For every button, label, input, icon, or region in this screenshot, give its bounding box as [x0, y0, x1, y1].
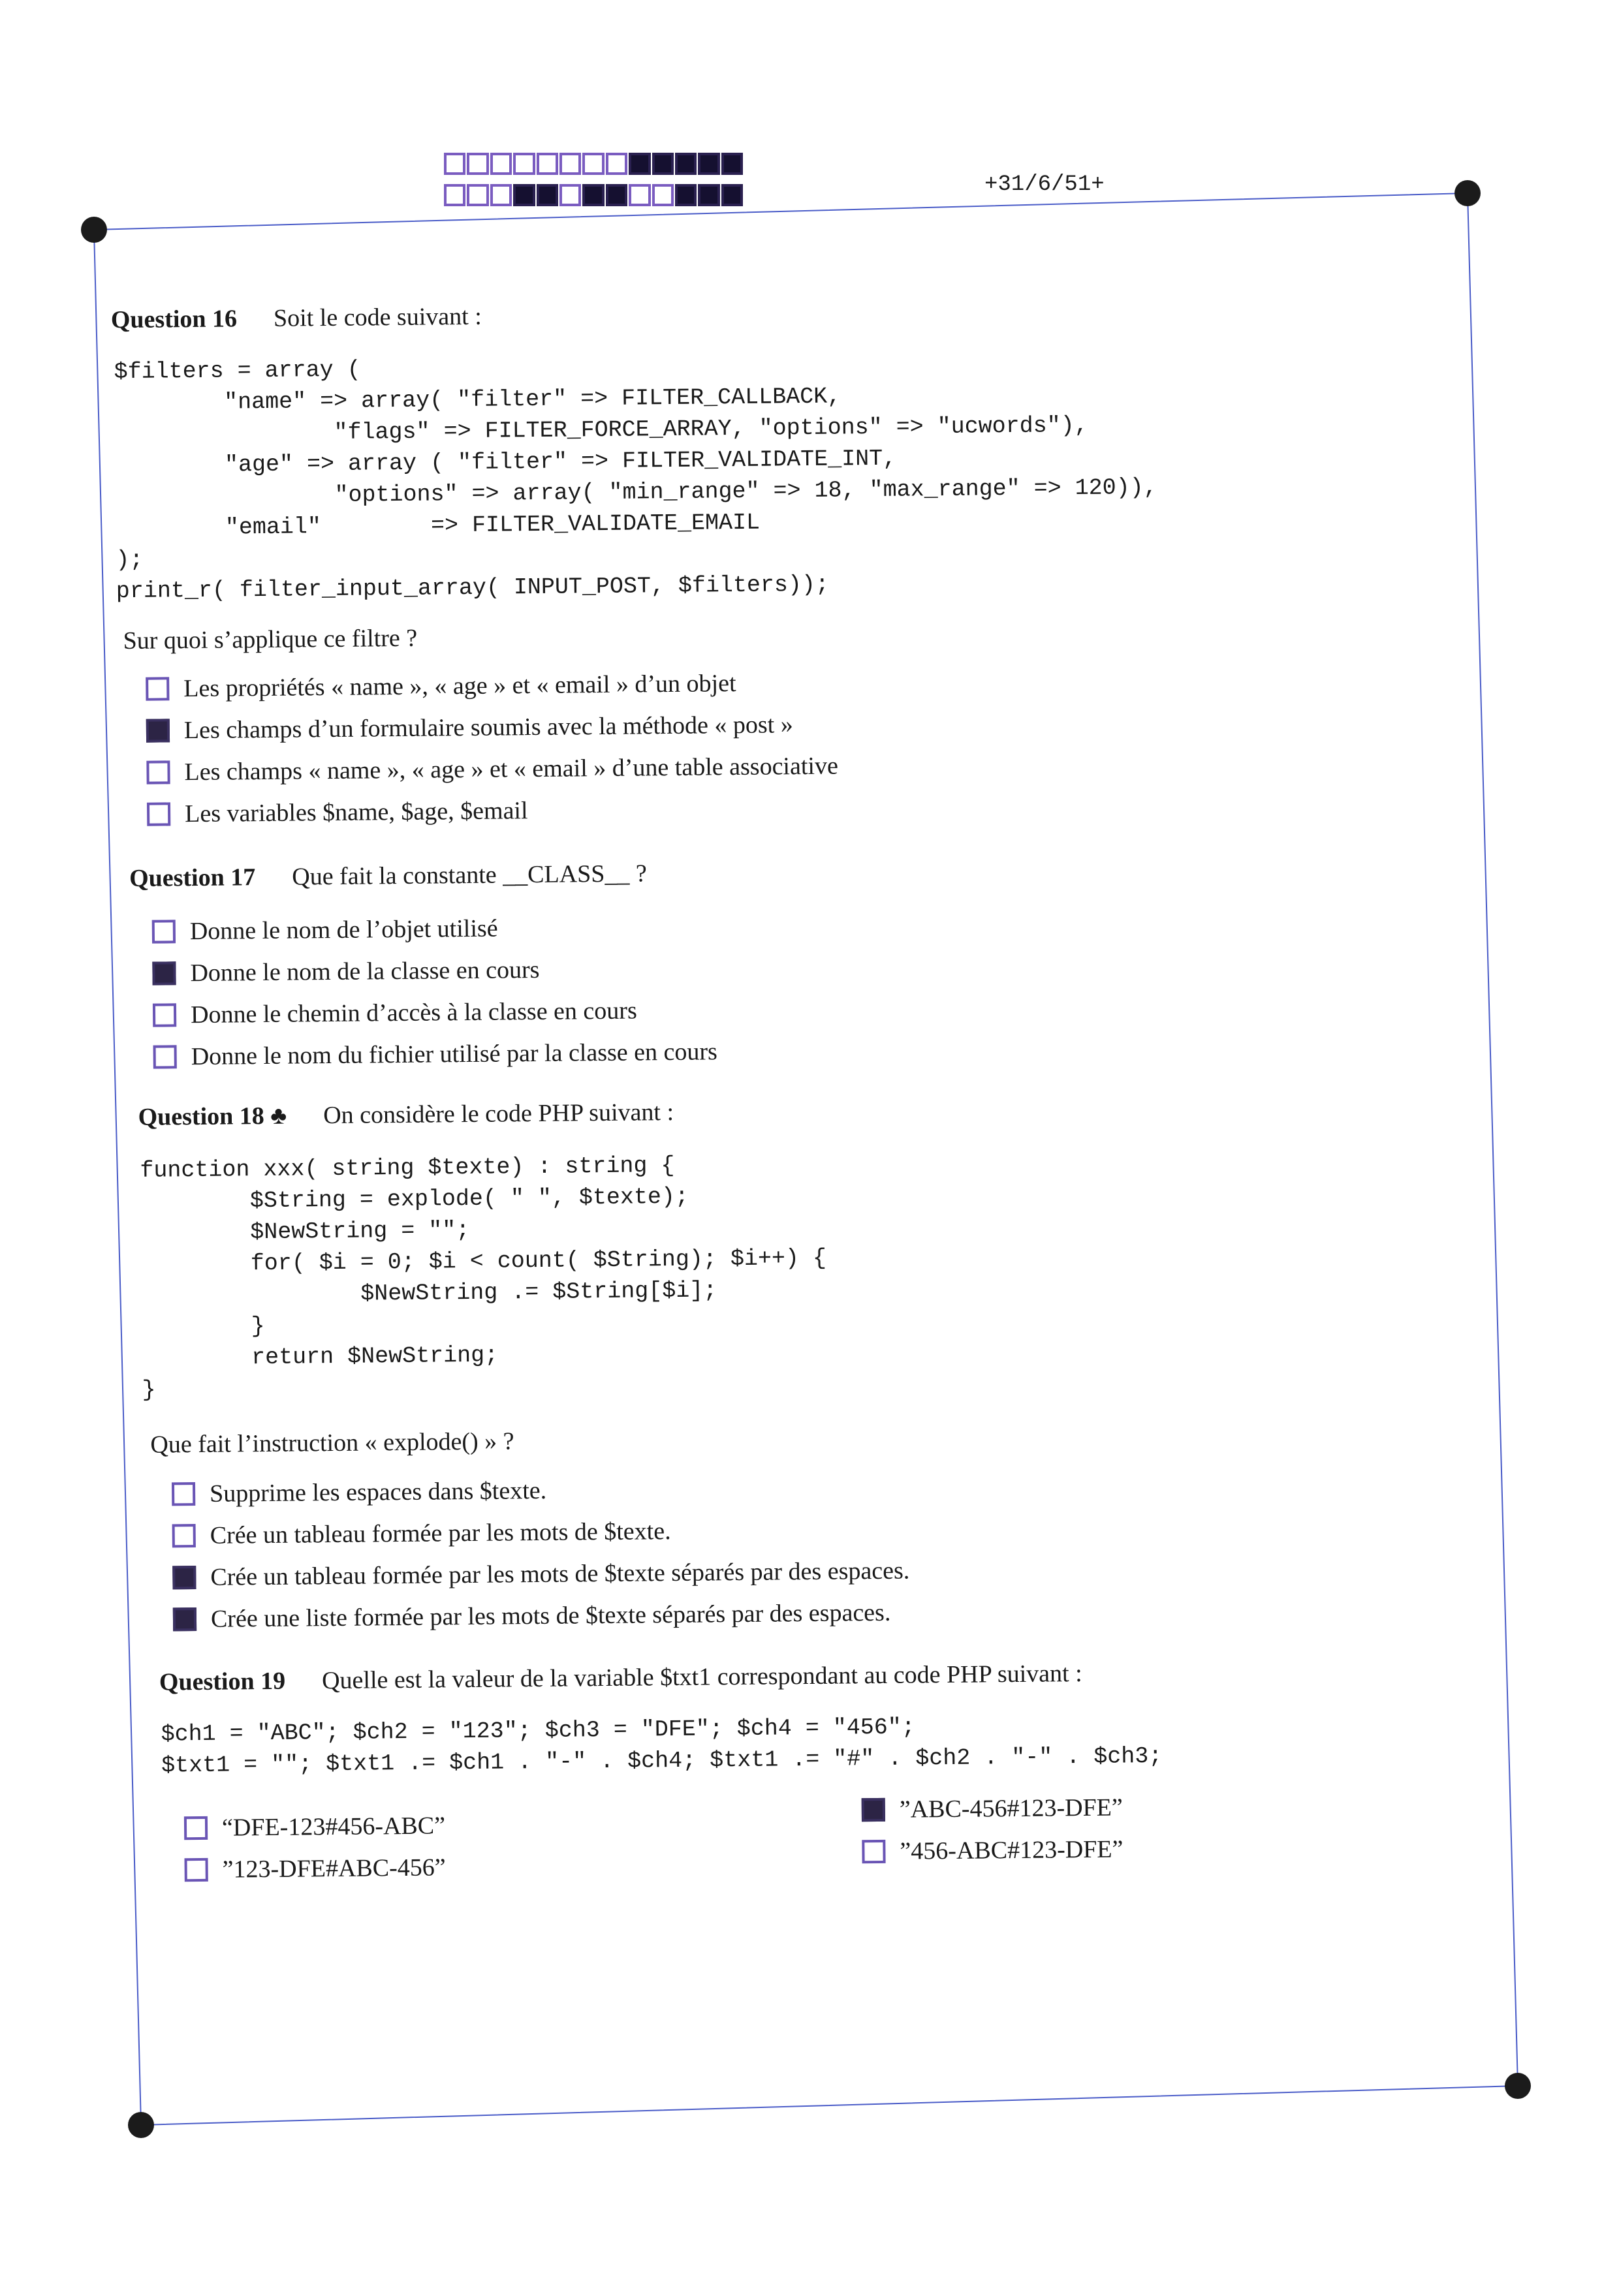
question-17-choice-1[interactable]	[152, 914, 498, 946]
question-19-header	[159, 1659, 1082, 1697]
question-19-choice-3[interactable]	[862, 1793, 1123, 1824]
choice-label: Crée un tableau formée par les mots de $texte.	[210, 1517, 671, 1549]
question-16-choice-1[interactable]	[146, 669, 736, 704]
question-18-choice-4[interactable]	[173, 1598, 891, 1634]
choice-label: Donne le nom du fichier utilisé par la classe en cours	[191, 1038, 718, 1071]
question-number: Question 16	[110, 305, 238, 334]
checkbox[interactable]	[172, 1482, 195, 1506]
question-19-choice-2[interactable]	[184, 1853, 445, 1884]
question-18-choice-1[interactable]	[172, 1476, 546, 1509]
choice-label: “DFE-123#456-ABC”	[221, 1812, 446, 1842]
question-18-header	[138, 1098, 674, 1132]
checkbox[interactable]	[153, 1003, 176, 1027]
question-18-choice-3[interactable]	[172, 1557, 909, 1592]
choice-label: Les champs d’un formulaire soumis avec la méthode « post »	[183, 711, 793, 745]
checkbox[interactable]	[172, 1566, 196, 1589]
question-16-code: $filters = array ( "name" => array( "filter" => FILTER_CALLBACK, "flags" => FILTER_FORCE_ARRAY, "options" => "ucwords"), "age" => array ( "filter" => FILTER_VALIDATE_INT, "options" => array( "min_range" => 18, "max_range" => 120)), "email" => FILTER_VALIDATE_EMAIL ); print_r( filter_input_array( INPUT_POST, $filters));	[114, 356, 1157, 605]
choice-label: Crée une liste formée par les mots de $texte séparés par des espaces.	[210, 1598, 891, 1633]
question-intro: Que fait la constante __CLASS__ ?	[292, 860, 647, 891]
checkbox[interactable]	[146, 719, 170, 742]
question-intro: Soit le code suivant :	[273, 302, 482, 332]
checkbox[interactable]	[184, 1858, 208, 1882]
question-16-choice-4[interactable]	[147, 796, 528, 829]
choice-label: Supprime les espaces dans $texte.	[209, 1476, 547, 1508]
question-19-choice-1[interactable]	[184, 1811, 445, 1842]
question-number: Question 17	[129, 863, 256, 892]
question-17-choice-3[interactable]	[153, 997, 637, 1030]
question-18-choice-2[interactable]	[172, 1517, 671, 1550]
question-16-choice-3[interactable]	[146, 752, 838, 787]
question-16-choice-2[interactable]	[146, 710, 793, 745]
question-17-choice-4[interactable]	[153, 1037, 717, 1071]
checkbox[interactable]	[172, 1524, 196, 1547]
choice-label: ”456-ABC#123-DFE”	[900, 1835, 1124, 1865]
checkbox[interactable]	[152, 920, 176, 943]
choice-label: ”123-DFE#ABC-456”	[222, 1854, 446, 1884]
page-id: +31/6/51+	[984, 172, 1105, 197]
checkbox[interactable]	[146, 677, 169, 700]
choice-label: Les champs « name », « age » et « email » d’une table associative	[184, 752, 839, 786]
question-18-code: function xxx( string $texte) : string { $String = explode( " ", $texte); $NewString = ""; for( $i = 0; $i < count( $String); $i++) { $NewString .= $String[$i]; } return $NewString; }	[140, 1152, 827, 1403]
checkbox[interactable]	[184, 1816, 208, 1840]
question-number: Question 18 ♣	[138, 1102, 287, 1131]
question-number: Question 19	[159, 1667, 286, 1696]
choice-label: ”ABC-456#123-DFE”	[899, 1793, 1123, 1823]
question-intro: Quelle est la valeur de la variable $txt1 correspondant au code PHP suivant :	[321, 1660, 1082, 1695]
checkbox[interactable]	[147, 802, 170, 826]
question-18-prompt: Que fait l’instruction « explode() » ?	[150, 1427, 514, 1459]
question-17-header	[129, 859, 647, 893]
choice-label: Donne le chemin d’accès à la classe en cours	[190, 997, 637, 1029]
question-17-choice-2[interactable]	[152, 955, 539, 988]
checkbox[interactable]	[862, 1840, 885, 1863]
question-16-prompt: Sur quoi s’applique ce filtre ?	[123, 624, 418, 655]
question-19-code: $ch1 = "ABC"; $ch2 = "123"; $ch3 = "DFE"; $ch4 = "456"; $txt1 = ""; $txt1 .= $ch1 . "-" . $ch4; $txt1 .= "#" . $ch2 . "-" . $ch3;	[161, 1714, 1163, 1779]
question-16-header	[111, 302, 482, 334]
checkbox[interactable]	[146, 760, 170, 784]
checkbox[interactable]	[173, 1607, 196, 1631]
choice-label: Les variables $name, $age, $email	[184, 797, 528, 828]
checkbox[interactable]	[153, 1045, 177, 1068]
checkbox[interactable]	[152, 961, 176, 985]
question-intro: On considère le code PHP suivant :	[323, 1098, 674, 1130]
checkbox[interactable]	[862, 1798, 885, 1822]
question-19-choice-4[interactable]	[862, 1835, 1123, 1866]
choice-label: Donne le nom de la classe en cours	[190, 955, 540, 987]
choice-label: Donne le nom de l’objet utilisé	[189, 914, 498, 946]
choice-label: Crée un tableau formée par les mots de $texte séparés par des espaces.	[210, 1557, 910, 1591]
choice-label: Les propriétés « name », « age » et « email » d’un objet	[183, 670, 736, 703]
